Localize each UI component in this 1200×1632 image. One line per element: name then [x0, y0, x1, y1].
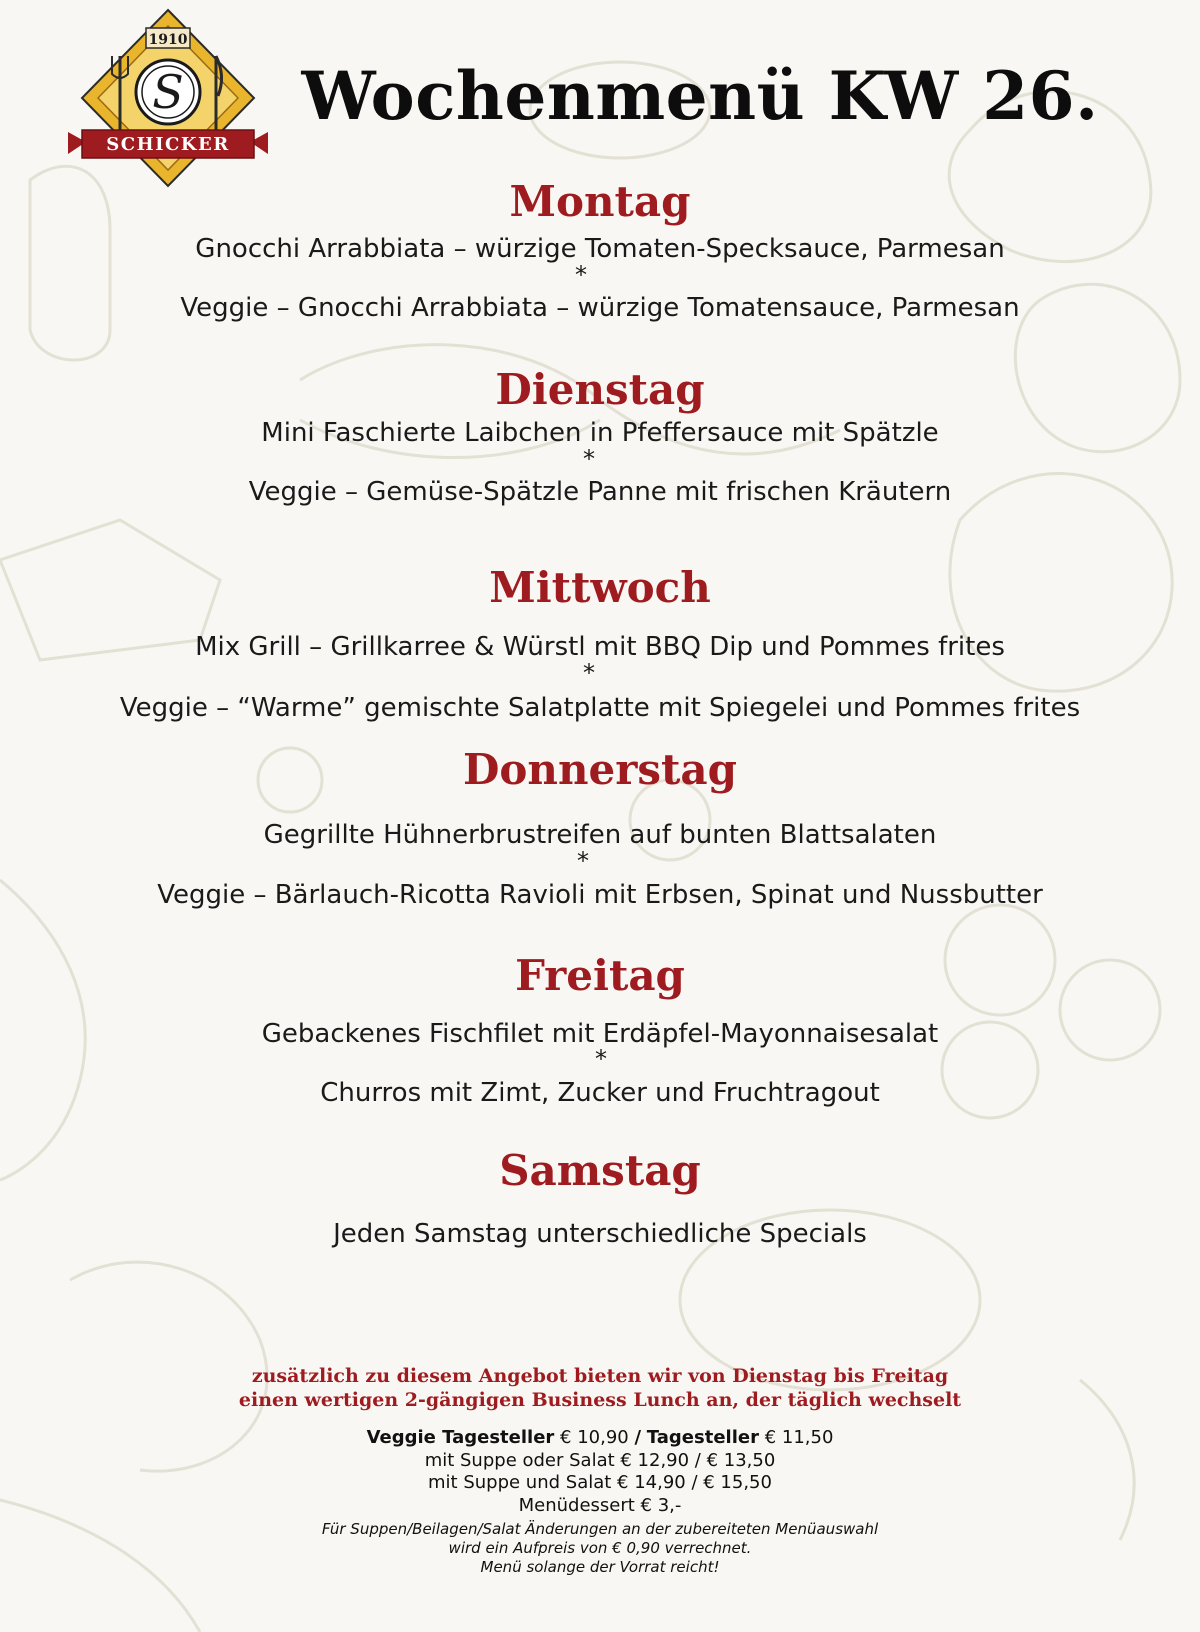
day-heading-mittwoch: Mittwoch: [489, 563, 711, 612]
dish-main-montag: Gnocchi Arrabbiata – würzige Tomaten-Specksauce, Parmesan: [195, 234, 1005, 264]
note-line-3: Menü solange der Vorrat reicht!: [480, 1558, 720, 1576]
day-heading-dienstag: Dienstag: [495, 365, 705, 414]
price-soup-or-salad: mit Suppe oder Salat € 12,90 / € 13,50: [424, 1450, 776, 1471]
dish-separator: *: [583, 659, 595, 687]
tagesteller-label: Tagesteller: [646, 1427, 759, 1448]
day-heading-freitag: Freitag: [515, 951, 685, 1000]
dish-separator: *: [583, 445, 595, 473]
note-line-2: wird ein Aufpreis von € 0,90 verrechnet.: [448, 1539, 752, 1557]
price-divider: /: [634, 1427, 642, 1448]
dish-main-dienstag: Mini Faschierte Laibchen in Pfeffersauce mit Spätzle: [261, 418, 939, 448]
dish-separator: *: [575, 261, 587, 289]
dish-alt-freitag: Churros mit Zimt, Zucker und Fruchtragout: [320, 1078, 880, 1108]
dish-main-freitag: Gebackenes Fischfilet mit Erdäpfel-Mayonnaisesalat: [261, 1019, 939, 1049]
page-title: Wochenmenü KW 26.: [301, 57, 1099, 135]
day-heading-samstag: Samstag: [499, 1146, 701, 1195]
logo-monogram: S: [152, 65, 184, 119]
dish-alt-mittwoch: Veggie – “Warme” gemischte Salatplatte mit Spiegelei und Pommes frites: [119, 693, 1081, 723]
promo-line-2: einen wertigen 2-gängigen Business Lunch an, der täglich wechselt: [238, 1389, 962, 1411]
dish-main-samstag: Jeden Samstag unterschiedliche Specials: [333, 1219, 867, 1249]
veggie-tagesteller-price: € 10,90: [560, 1427, 629, 1448]
price-soup-and-salad: mit Suppe und Salat € 14,90 / € 15,50: [428, 1472, 772, 1493]
veggie-tagesteller-label: Veggie Tagesteller: [366, 1427, 555, 1448]
day-heading-montag: Montag: [509, 177, 691, 226]
price-line-tagesteller: [0, 1427, 1200, 1449]
dish-alt-donnerstag: Veggie – Bärlauch-Ricotta Ravioli mit Erbsen, Spinat und Nussbutter: [157, 880, 1043, 910]
dish-separator: *: [595, 1045, 607, 1073]
schicker-logo: [68, 6, 268, 192]
dish-alt-dienstag: Veggie – Gemüse-Spätzle Panne mit frischen Kräutern: [248, 477, 952, 507]
dish-alt-montag: Veggie – Gnocchi Arrabbiata – würzige Tomatensauce, Parmesan: [180, 293, 1020, 323]
dish-separator: *: [577, 847, 589, 875]
logo-name: SCHICKER: [106, 134, 230, 155]
dish-main-donnerstag: Gegrillte Hühnerbrustreifen auf bunten Blattsalaten: [263, 820, 937, 850]
tagesteller-price: € 11,50: [764, 1427, 834, 1448]
note-line-1: Für Suppen/Beilagen/Salat Änderungen an der zubereiteten Menüauswahl: [321, 1520, 879, 1538]
dish-main-mittwoch: Mix Grill – Grillkarree & Würstl mit BBQ Dip und Pommes frites: [195, 632, 1005, 662]
logo-year: 1910: [148, 32, 188, 48]
day-heading-donnerstag: Donnerstag: [463, 745, 737, 794]
promo-line-1: zusätzlich zu diesem Angebot bieten wir von Dienstag bis Freitag: [251, 1365, 949, 1387]
price-dessert: Menüdessert € 3,-: [518, 1495, 682, 1516]
